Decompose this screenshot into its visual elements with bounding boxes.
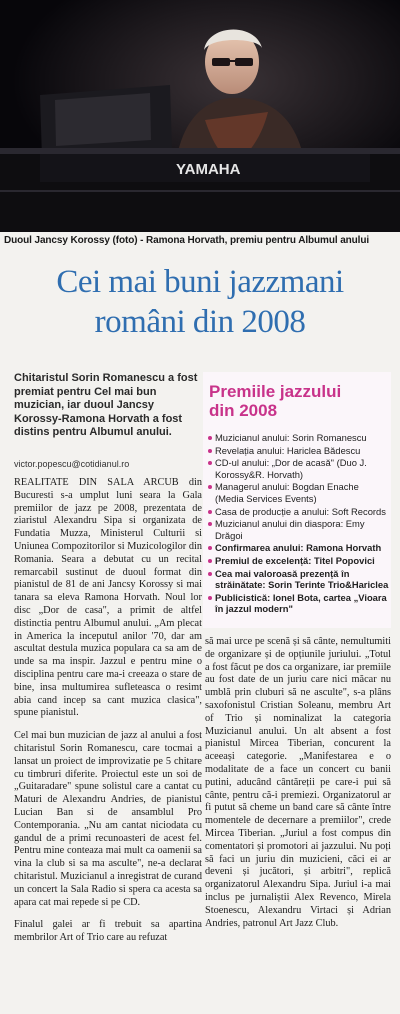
paragraph-1: REALITATE DIN SALA ARCUB din Bucuresti s-a umplut luni seara la Gala premiilor de jazz pe 2008, prezentata de ziaristul Alexandru Sipa si organizata de Fundatia Muzza, Ministerul Culturii si Uniunea Compozitorilor si Muzicologilor din Romania. Seara a debutat cu un recital remarcabil sustinut de duoul format din pianistul de 81 de ani Jancsy Korossy si mai tanara sa eleva Ramona Horvath. Noul lor disc „Dor de casa", a primit de altfel distinctia pentru Albumul anului. „Am plecat in America la inceputul anilor '70, dar am ascultat destula muzica populara ca sa am de unde sa ma inspir. Jazzul e pentru mine o disciplina pentru care ma-i creeaza o stare de bine, insa multumirea sufleteasca o resimt abia cand incep sa cant muzica clasica", spune pianistul. [14,477,202,719]
photo-caption: Duoul Jancsy Korossy (foto) - Ramona Horvath, premiu pentru Albumul anului [4,235,370,246]
awards-sidebar [203,372,391,628]
left-column [14,477,202,945]
piano-brand-text: YAMAHA [176,161,241,178]
awards-list [207,432,389,616]
awards-title-line-2: din 2008 [209,401,278,420]
article-lead: Chitaristul Sorin Romanescu a fost premiat pentru Cel mai bun muzician, iar duoul Jancsy Korossy-Ramona Horvath a fost distins pentru Albumul anului. [14,372,198,439]
awards-title-line-1: Premiile jazzului [209,382,342,401]
award-item: Publicistică: Ionel Bota, cartea „Vioara în jazzul modern" [207,592,389,615]
award-item: Muzicianul anului: Sorin Romanescu [207,432,389,444]
award-item: Managerul anului: Bogdan Enache (Media Services Events) [207,481,389,504]
award-item: Casa de producție a anului: Soft Records [207,506,389,518]
award-item: CD-ul anului: „Dor de acasă" (Duo J. Korossy&R. Horvath) [207,457,389,480]
headline-line-1: Cei mai buni jazzmani [56,264,344,300]
right-column: să mai urce pe scenă și să cânte, nemultumiti de organizare și de opțiunile juriului. „Totul a fost făcut pe dos ca organizare, iar premiile au fost date de un juriu care nici măcar nu umblă prin cluburi să ne asculte", s-a plâns saxofonistul Cristian Soleanu, membru Art of Trio și nominalizat la categoria Muzicianul anului. Un alt absent a fost pianistul Mircea Tiberian, concurent la aceeași categorie. „Manifestarea e o modalitate de a face un concert cu banii putini, aducând cântăreții pe care-i pui să cânte, pentru că-i premiezi. Organizatorul ar fi putut să cheme un band care să cânte între momentele de decernare a premiilor", crede Mircea Tiberian. „Juriul a fost compus din comentatori și promotori ai jazzului. Nu poți să faci un juriu din muzicieni, căci ei ar deveni și jucători, și arbitri", replică organizatorul Alexandru Sipa. Juriul i-a mai inclus pe jurnaliștii Alex Revenco, Mirela Stoenescu, Alexandru Virtaci și Adrian Andries, patronul Art Jazz Club. [205,636,391,929]
headline-line-2: români din 2008 [94,304,306,340]
paragraph-2: Cel mai bun muzician de jazz al anului a fost chitaristul Sorin Romanescu, care tocmai a lansat un proiect de improvizatie pe 5 chitare cu timbruri diferite. Proiectul este un soi de „Guitaradare" spune solistul care a cantat cu Maturi de Alexandru Andries, de pianistul Lucian Ban si de ansamblul Pro Contemporania. „Nu am cantat niciodata cu gandul de a primi recunoasteri de acest fel. Pentru mine conteaza mai mult ca oamenii sa vina la club si sa ma asculte", ne-a declarat chitaristul. Muzicianul a inregistrat de curand un concert la Sala Radio si spera ca acesta sa apara cat mai repede si pe CD. [14,730,202,908]
awards-sidebar-title [209,382,341,420]
concert-photo [0,0,400,232]
article-headline [0,262,400,342]
award-item: Premiul de excelență: Titel Popovici [207,555,389,567]
pianist-illustration [0,0,400,232]
paragraph-3: Finalul galei ar fi trebuit sa apartina membrilor Art of Trio care au refuzat [14,919,202,944]
award-item: Revelația anului: Hariclea Bădescu [207,445,389,457]
author-email[interactable]: victor.popescu@cotidianul.ro [14,459,130,469]
award-item: Muzicianul anului din diaspora: Emy Drăgoi [207,518,389,541]
award-item: Cea mai valoroasă prezență în străinătate: Sorin Terinte Trio&Hariclea [207,568,389,591]
award-item: Confirmarea anului: Ramona Horvath [207,542,389,554]
